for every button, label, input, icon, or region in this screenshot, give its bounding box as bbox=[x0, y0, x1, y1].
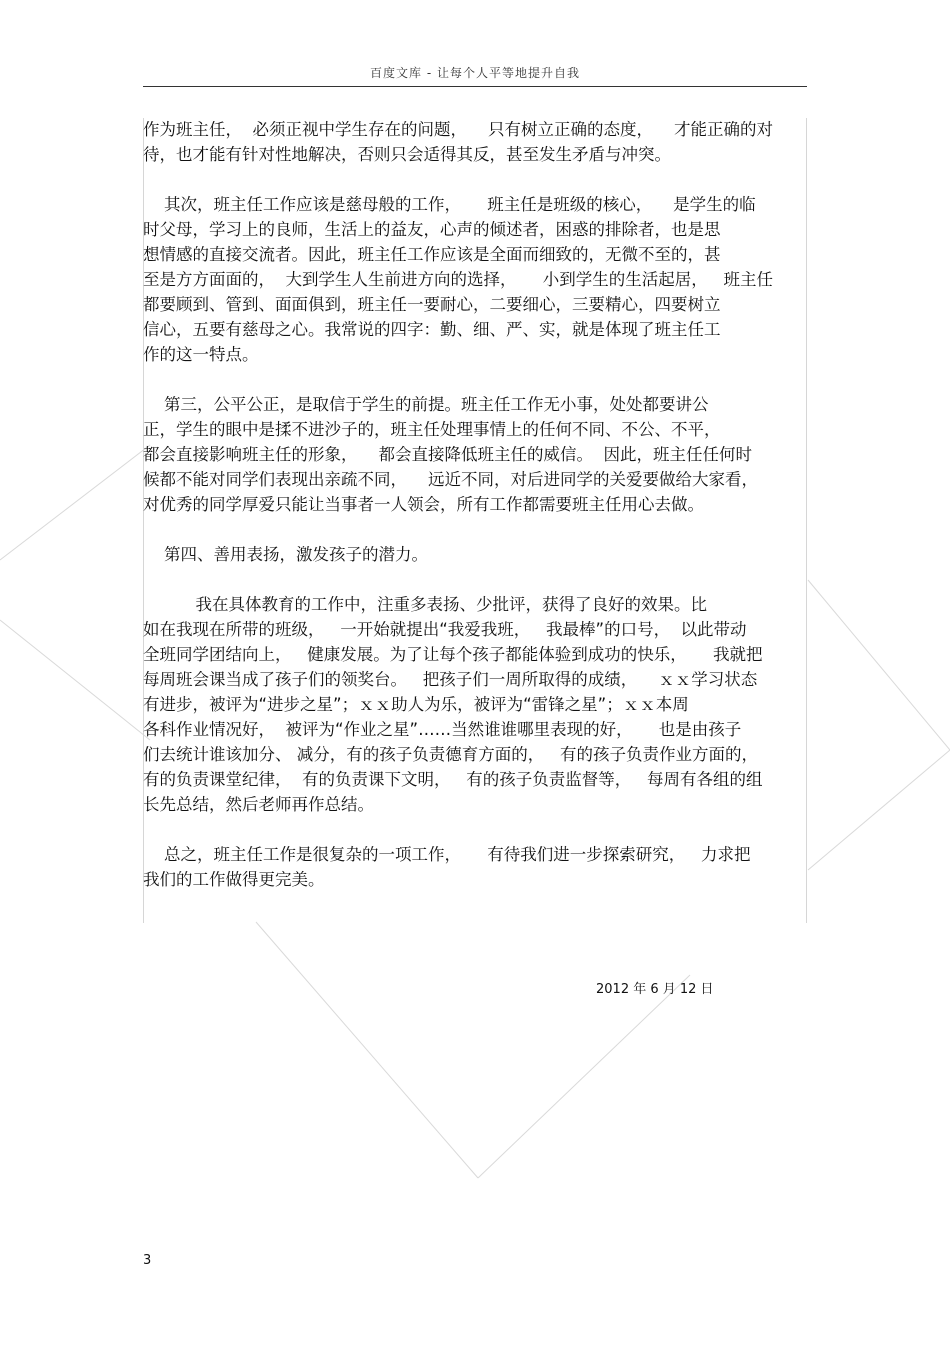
header-divider bbox=[143, 86, 807, 87]
text-line: 各科作业情况好， 被评为“作业之星”……当然谁谁哪里表现的好， 也是由孩子 bbox=[143, 720, 742, 739]
text-line: 有的负责课堂纪律， 有的负责课下文明， 有的孩子负责监督等， 每周有各组的组 bbox=[143, 770, 763, 789]
text-line: 总之，班主任工作是很复杂的一项工作， 有待我们进一步探索研究， 力求把 bbox=[143, 845, 751, 864]
text-line: 长先总结，然后老师再作总结。 bbox=[143, 795, 374, 814]
text-line: 都要顾到、管到、面面俱到，班主任一要耐心，二要细心，三要精心，四要树立 bbox=[143, 295, 721, 314]
text-line: 至是方方面面的， 大到学生人生前进方向的选择， 小到学生的生活起居， 班主任 bbox=[143, 270, 773, 289]
text-line: 每周班会课当成了孩子们的领奖台。 把孩子们一周所取得的成绩， ｘｘ学习状态 bbox=[143, 670, 758, 689]
paragraph-praise-example bbox=[143, 592, 807, 817]
paragraph-conclusion bbox=[143, 842, 807, 892]
page-header: 百度文库 - 让每个人平等地提升自我 bbox=[370, 66, 580, 80]
paragraph-second-point bbox=[143, 192, 807, 367]
text-line: 们去统计谁该加分、 减分，有的孩子负责德育方面的， 有的孩子负责作业方面的， bbox=[143, 745, 758, 764]
text-line: 想情感的直接交流者。因此，班主任工作应该是全面而细致的，无微不至的，甚 bbox=[143, 245, 721, 264]
text-line: 我在具体教育的工作中，注重多表扬、少批评，获得了良好的效果。比 bbox=[143, 595, 707, 614]
text-line: 作为班主任， 必须正视中学生存在的问题， 只有树立正确的态度， 才能正确的对 bbox=[143, 120, 773, 139]
text-line: 第三，公平公正，是取信于学生的前提。班主任工作无小事，处处都要讲公 bbox=[143, 395, 709, 414]
text-line: 作的这一特点。 bbox=[143, 345, 259, 364]
text-line: 对优秀的同学厚爱只能让当事者一人领会，所有工作都需要班主任用心去做。 bbox=[143, 495, 704, 514]
text-line: 其次，班主任工作应该是慈母般的工作， 班主任是班级的核心， 是学生的临 bbox=[143, 195, 756, 214]
page-number: 3 bbox=[143, 1253, 152, 1268]
paragraph-intro-continuation bbox=[143, 117, 807, 167]
text-line: 全班同学团结向上， 健康发展。为了让每个孩子都能体验到成功的快乐， 我就把 bbox=[143, 645, 763, 664]
text-line: 待，也才能有针对性地解决，否则只会适得其反，甚至发生矛盾与冲突。 bbox=[143, 145, 671, 164]
text-line: 时父母，学习上的良师，生活上的益友，心声的倾述者，困惑的排除者，也是思 bbox=[143, 220, 721, 239]
document-date: 2012 年 6 月 12 日 bbox=[596, 982, 714, 997]
paragraph-third-point bbox=[143, 392, 807, 517]
document-body bbox=[143, 117, 807, 917]
text-line: 如在我现在所带的班级， 一开始就提出“我爱我班， 我最棒”的口号， 以此带动 bbox=[143, 620, 747, 639]
text-line: 正，学生的眼中是揉不进沙子的，班主任处理事情上的任何不同、不公、不平， bbox=[143, 420, 721, 439]
text-line: 都会直接影响班主任的形象， 都会直接降低班主任的威信。 因此，班主任任何时 bbox=[143, 445, 752, 464]
paragraph-fourth-point-heading bbox=[143, 542, 807, 567]
text-line: 信心，五要有慈母之心。我常说的四字：勤、细、严、实，就是体现了班主任工 bbox=[143, 320, 721, 339]
text-line: 候都不能对同学们表现出亲疏不同， 远近不同，对后进同学的关爱要做给大家看， bbox=[143, 470, 758, 489]
text-line: 第四、善用表扬，激发孩子的潜力。 bbox=[143, 545, 428, 564]
text-line: 我们的工作做得更完美。 bbox=[143, 870, 325, 889]
text-line: 有进步，被评为“进步之星”；ｘｘ助人为乐，被评为“雷锋之星”；ｘｘ本周 bbox=[143, 695, 689, 714]
